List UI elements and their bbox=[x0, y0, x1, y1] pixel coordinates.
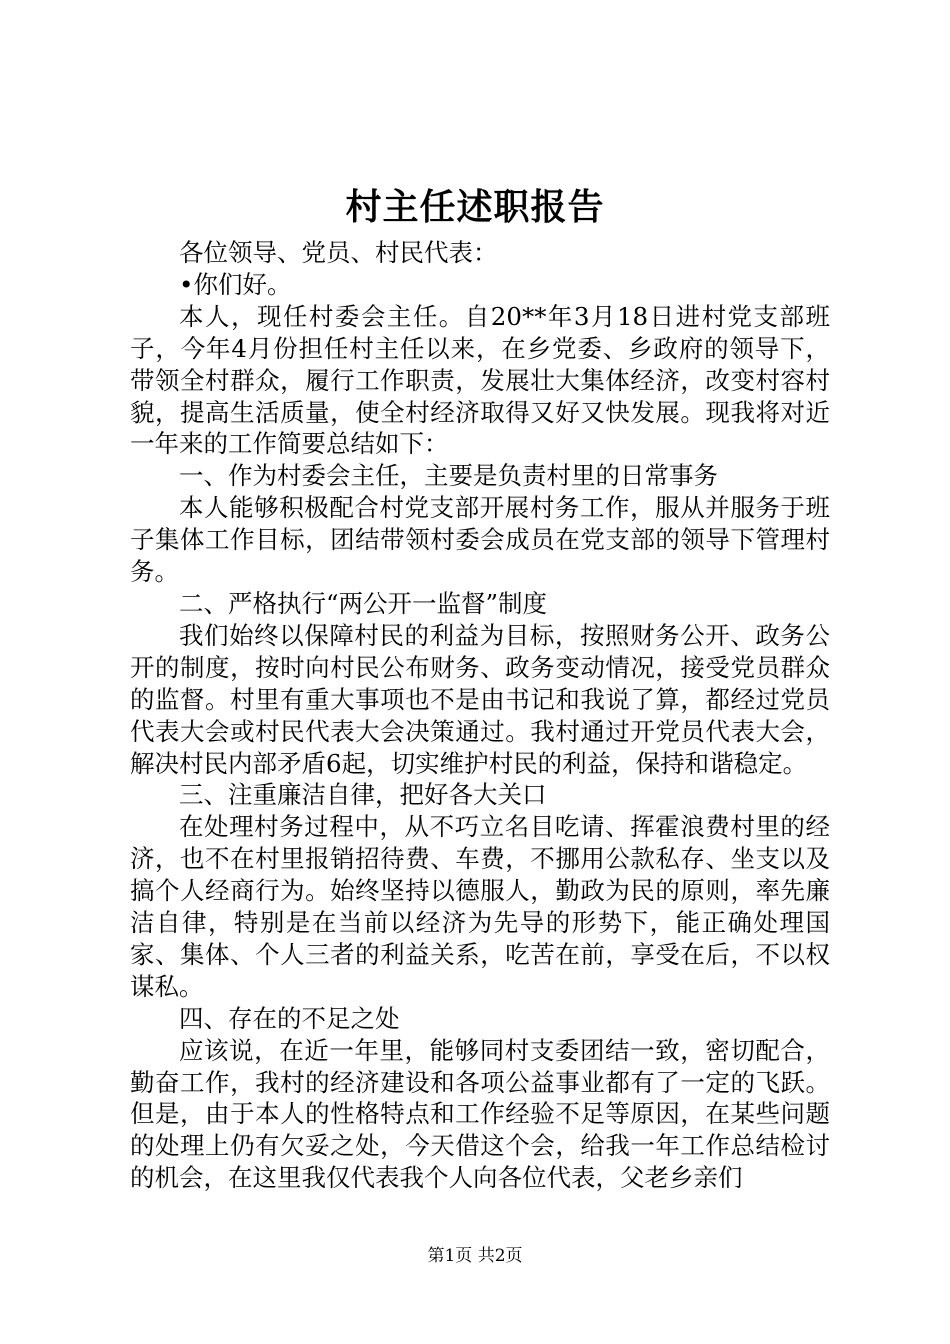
section-heading-3: 三、注重廉洁自律，把好各大关口 bbox=[179, 780, 547, 810]
paragraph-intro: 本人，现任村委会主任。自20**年3月18日进村党支部班子，今年4月份担任村主任以来，在乡党委、乡政府的领导下，带领全村群众，履行工作职责，发展壮大集体经济，改变村容村貌，提高生活质量，使全村经济取得又好又快发展。现我将对近一年来的工作简要总结如下： bbox=[130, 301, 830, 459]
paragraph-greeting: •你们好。 bbox=[179, 269, 292, 299]
document-title: 村主任述职报告 bbox=[345, 186, 605, 228]
page-footer: 第1页 共2页 bbox=[427, 1246, 523, 1266]
document-body bbox=[130, 237, 830, 1194]
section-heading-4: 四、存在的不足之处 bbox=[179, 1003, 400, 1033]
paragraph-section-4: 应该说，在近一年里，能够同村支委团结一致，密切配合，勤奋工作，我村的经济建设和各项公益事业都有了一定的飞跃。但是，由于本人的性格特点和工作经验不足等原因，在某些问题的处理上仍有欠妥之处，今天借这个会，给我一年工作总结检讨的机会，在这里我仅代表我个人向各位代表，父老乡亲们 bbox=[130, 1035, 830, 1193]
paragraph-section-3: 在处理村务过程中，从不巧立名目吃请、挥霍浪费村里的经济，也不在村里报销招待费、车费，不挪用公款私存、坐支以及搞个人经商行为。始终坚持以德服人，勤政为民的原则，率先廉洁自律，特别是在当前以经济为先导的形势下，能正确处理国家、集体、个人三者的利益关系，吃苦在前，享受在后，不以权谋私。 bbox=[130, 812, 830, 1001]
section-heading-1: 一、作为村委会主任，主要是负责村里的日常事务 bbox=[179, 461, 718, 491]
paragraph-section-1: 本人能够积极配合村党支部开展村务工作，服从并服务于班子集体工作目标，团结带领村委会成员在党支部的领导下管理村务。 bbox=[130, 493, 830, 587]
paragraph-salutation: 各位领导、党员、村民代表： bbox=[179, 238, 498, 267]
paragraph-section-2: 我们始终以保障村民的利益为目标，按照财务公开、政务公开的制度，按时向村民公布财务、政务变动情况，接受党员群众的监督。村里有重大事项也不是由书记和我说了算，都经过党员代表大会或村民代表大会决策通过。我村通过开党员代表大会，解决村民内部矛盾6起，切实维护村民的利益，保持和谐稳定。 bbox=[130, 620, 830, 778]
section-heading-2: 二、严格执行“两公开一监督”制度 bbox=[179, 588, 548, 618]
